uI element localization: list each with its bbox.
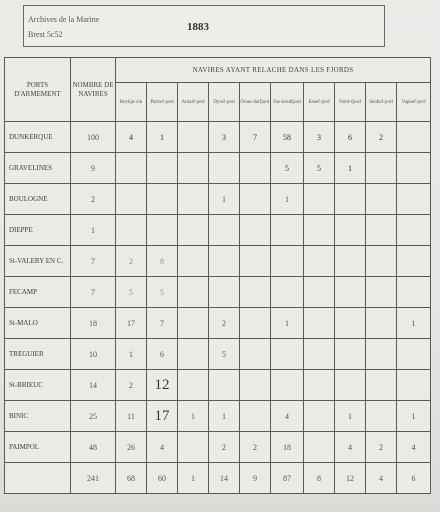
ship-count: 25 [71,401,116,432]
header-fjord: Vapnef-jord [397,83,431,122]
fjord-cell: 8 [147,246,178,277]
fjord-cell: 2 [240,432,271,463]
ship-count: 9 [71,153,116,184]
fjord-cell [304,277,335,308]
port-name: BINIC [5,401,71,432]
fjord-cell [335,370,366,401]
fjord-cell: 5 [116,277,147,308]
ship-count: 18 [71,308,116,339]
fjord-cell: 3 [304,122,335,153]
fjord-cell: 1 [147,122,178,153]
fjord-cell [271,246,304,277]
fjord-cell [366,277,397,308]
fjord-cell [147,184,178,215]
header-fjord: Dyref-jord [209,83,240,122]
fjord-cell [116,184,147,215]
port-name: BOULOGNE [5,184,71,215]
fjord-cell: 6 [335,122,366,153]
fjord-cell [178,277,209,308]
fjord-cell: 5 [304,153,335,184]
fjord-cell [240,277,271,308]
table-row [5,401,431,432]
fjord-cell [178,370,209,401]
fjord-cell [366,401,397,432]
fjord-cell [147,153,178,184]
fjord-cell: 4 [335,432,366,463]
table-row [5,277,431,308]
fjord-cell [209,215,240,246]
fjord-cell [240,184,271,215]
table-row [5,339,431,370]
fjord-cell [397,277,431,308]
ships-table [4,57,431,494]
fjord-cell: 2 [366,432,397,463]
table-row [5,153,431,184]
port-name: St-MALO [5,308,71,339]
header-fjord: Onun-darfjord [240,83,271,122]
port-name: GRAVELINES [5,153,71,184]
header-fjords-group: NAVIRES AYANT RELACHE DANS LES FJORDS [116,58,431,83]
fjord-cell [271,277,304,308]
fjord-cell: 5 [271,153,304,184]
fjord-cell: 4 [147,432,178,463]
fjord-cell [240,215,271,246]
ship-count: 100 [71,122,116,153]
fjord-cell [240,370,271,401]
fjord-cell [304,215,335,246]
archive-source: Archives de la Marine [28,15,100,24]
header-nombre: NOMBRE DE NAVIRES [71,58,116,122]
table-row [5,432,431,463]
ship-count: 2 [71,184,116,215]
fjord-cell [116,153,147,184]
total-fjord: 8 [304,463,335,494]
fjord-cell [397,370,431,401]
ship-count: 48 [71,432,116,463]
fjord-cell: 5 [147,277,178,308]
fjord-cell [304,401,335,432]
fjord-cell: 1 [397,308,431,339]
fjord-cell: 4 [397,432,431,463]
ship-count: 14 [71,370,116,401]
fjord-cell: 1 [271,184,304,215]
fjord-cell: 18 [271,432,304,463]
fjord-cell: 2 [209,308,240,339]
ship-count: 10 [71,339,116,370]
fjord-cell [240,246,271,277]
ship-count: 1 [71,215,116,246]
fjord-cell: 17 [116,308,147,339]
fjord-cell [178,246,209,277]
fjord-cell [397,122,431,153]
fjord-cell: 2 [116,370,147,401]
fjord-cell: 1 [178,401,209,432]
fjord-cell: 7 [240,122,271,153]
fjord-cell [366,246,397,277]
fjord-cell [209,246,240,277]
fjord-cell [397,184,431,215]
fjord-cell [366,153,397,184]
fjord-cell [397,246,431,277]
fjord-cell [366,184,397,215]
fjord-cell [271,370,304,401]
fjord-cell [240,153,271,184]
total-fjord: 60 [147,463,178,494]
fjord-cell [335,339,366,370]
archive-reference: Brest 5c52 [28,30,63,39]
fjord-cell [178,153,209,184]
fjord-cell [366,215,397,246]
table-row [5,215,431,246]
port-name: DIEPPE [5,215,71,246]
fjord-cell [178,122,209,153]
header-fjord: Eskef-jord [304,83,335,122]
total-fjord: 4 [366,463,397,494]
totals-label-cell [5,463,71,494]
table-row [5,246,431,277]
fjord-cell: 2 [209,432,240,463]
fjord-cell [335,215,366,246]
fjord-cell [366,370,397,401]
port-name: PAIMPOL [5,432,71,463]
fjord-cell: 12 [147,370,178,401]
fjord-cell [304,432,335,463]
fjord-cell [366,308,397,339]
fjord-cell: 1 [209,401,240,432]
fjord-cell [209,153,240,184]
fjord-cell [271,339,304,370]
fjord-cell [147,215,178,246]
fjord-cell [366,339,397,370]
total-fjord: 87 [271,463,304,494]
port-name: TREGUIER [5,339,71,370]
fjord-cell [335,246,366,277]
port-name: DUNKERQUE [5,122,71,153]
fjord-cell [178,215,209,246]
port-name: St-BRIEUC [5,370,71,401]
fjord-cell: 1 [116,339,147,370]
ship-count: 7 [71,277,116,308]
table-row [5,308,431,339]
fjord-cell: 6 [147,339,178,370]
total-ships: 241 [71,463,116,494]
fjord-cell [178,184,209,215]
fjord-cell [304,308,335,339]
header-fjord: Seidisf-jord [366,83,397,122]
fjord-cell: 5 [209,339,240,370]
header-fjord: Patrixf-jord [147,83,178,122]
header-fjord: Reykja-vik [116,83,147,122]
port-name: St-VALERY EN C. [5,246,71,277]
fjord-cell [335,184,366,215]
fjord-cell: 58 [271,122,304,153]
header-fjord: Nord-fjord [335,83,366,122]
table-row [5,184,431,215]
fjord-cell: 7 [147,308,178,339]
document-year: 1883 [187,21,209,33]
fjord-cell [240,308,271,339]
total-fjord: 1 [178,463,209,494]
fjord-cell: 2 [116,246,147,277]
fjord-cell [335,308,366,339]
fjord-cell [271,215,304,246]
fjord-cell [397,153,431,184]
fjord-cell [304,339,335,370]
total-fjord: 68 [116,463,147,494]
fjord-cell: 1 [335,401,366,432]
fjord-cell [178,432,209,463]
ship-count: 7 [71,246,116,277]
table-row [5,122,431,153]
fjord-cell [178,308,209,339]
fjord-cell [397,215,431,246]
fjord-cell: 4 [116,122,147,153]
fjord-cell [178,339,209,370]
fjord-cell [304,370,335,401]
fjord-cell: 1 [271,308,304,339]
fjord-cell [335,277,366,308]
fjord-cell [209,277,240,308]
fjord-cell [240,339,271,370]
header-fjord: Fas-krudfjord [271,83,304,122]
totals-row [5,463,431,494]
fjord-cell: 1 [209,184,240,215]
archive-header [23,5,385,47]
total-fjord: 14 [209,463,240,494]
fjord-cell: 17 [147,401,178,432]
fjord-cell: 2 [366,122,397,153]
fjord-cell [304,184,335,215]
table-row [5,370,431,401]
port-name: FECAMP [5,277,71,308]
fjord-cell: 4 [271,401,304,432]
fjord-cell: 11 [116,401,147,432]
fjord-cell [304,246,335,277]
fjord-cell [116,215,147,246]
total-fjord: 6 [397,463,431,494]
fjord-cell: 26 [116,432,147,463]
fjord-cell: 3 [209,122,240,153]
fjord-cell [397,339,431,370]
fjord-cell [209,370,240,401]
total-fjord: 9 [240,463,271,494]
header-ports: PORTS D'ARMEMENT [5,58,71,122]
total-fjord: 12 [335,463,366,494]
fjord-cell: 1 [335,153,366,184]
header-fjord: Arnarf-jord [178,83,209,122]
fjord-cell: 1 [397,401,431,432]
fjord-cell [240,401,271,432]
